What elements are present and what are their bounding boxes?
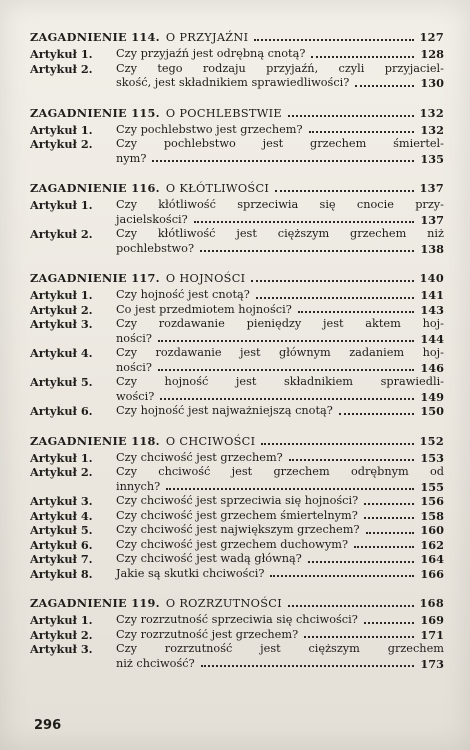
article-title-line: Czy hojność jest składnikiem sprawiedli- — [116, 375, 444, 388]
leader-dots — [261, 443, 413, 445]
article-label: Artykuł 2. — [30, 61, 93, 76]
article-entry — [30, 538, 444, 553]
toc-section — [30, 181, 444, 256]
article-page-number: 169 — [420, 613, 444, 627]
section-label: ZAGADNIENIE 117. — [30, 271, 160, 285]
article-title-line: jacielskości? — [116, 212, 188, 226]
article-label: Artykuł 6. — [30, 404, 93, 418]
article-title-line: Czy chciwość jest grzechem? — [116, 450, 283, 464]
article-page-number: 132 — [420, 122, 444, 137]
leader-dots — [275, 190, 413, 192]
leader-dots — [251, 280, 413, 282]
leader-dots — [298, 311, 415, 313]
leader-dots — [309, 131, 415, 133]
section-heading — [30, 596, 444, 611]
page-number: 296 — [34, 718, 62, 733]
article-page-number: 137 — [420, 212, 444, 227]
leader-dots — [364, 517, 415, 519]
section-heading — [30, 434, 444, 449]
article-entry — [30, 494, 444, 509]
table-of-contents — [30, 30, 444, 686]
article-label: Artykuł 1. — [30, 122, 93, 137]
article-title-line: ności? — [116, 360, 152, 374]
article-entry — [30, 317, 444, 346]
section-title: O PRZYJAŹNI — [165, 31, 249, 44]
article-label: Artykuł 2. — [30, 302, 93, 317]
article-entry — [30, 552, 444, 567]
section-label: ZAGADNIENIE 115. — [30, 105, 160, 120]
article-entry — [30, 346, 444, 375]
article-page-number: 130 — [420, 76, 444, 90]
article-label: Artykuł 5. — [30, 523, 93, 537]
article-title-line: innych? — [116, 479, 161, 493]
section-title: O POCHLEBSTWIE — [165, 106, 282, 120]
article-label: Artykuł 2. — [30, 465, 93, 479]
article-page-number: 162 — [420, 537, 444, 552]
article-title-line: skość, jest składnikiem sprawiedliwości? — [116, 76, 350, 89]
article-entry — [30, 303, 444, 318]
article-title-line: Co jest przedmiotem hojności? — [116, 302, 292, 316]
article-entry — [30, 375, 444, 404]
leader-dots — [355, 85, 414, 87]
article-title-line: Czy tego rodzaju przyjaźń, czyli przyjaciel- — [116, 61, 444, 75]
leader-dots — [288, 605, 414, 607]
article-title-line: Czy kłótliwość jest cięższym grzechem niż — [116, 227, 444, 240]
article-label: Artykuł 3. — [30, 317, 93, 331]
section-label: ZAGADNIENIE 119. — [30, 596, 160, 610]
section-title: O HOJNOŚCI — [165, 272, 246, 285]
leader-dots — [339, 413, 415, 415]
article-label: Artykuł 3. — [30, 642, 93, 656]
leader-dots — [194, 221, 415, 223]
article-title-line: Czy rozdawanie pieniędzy jest aktem hoj- — [116, 317, 444, 330]
leader-dots — [256, 297, 415, 299]
leader-dots — [166, 488, 414, 490]
section-label: ZAGADNIENIE 118. — [30, 433, 160, 448]
section-page-number: 152 — [419, 433, 444, 448]
article-entry — [30, 288, 444, 303]
leader-dots — [254, 39, 413, 41]
article-entry — [30, 567, 444, 582]
leader-dots — [201, 665, 415, 667]
article-title-line: Czy rozrzutność jest cięższym grzechem — [116, 642, 444, 655]
toc-section — [30, 596, 444, 671]
article-entry — [30, 137, 444, 166]
article-label: Artykuł 7. — [30, 552, 93, 566]
article-title-line: Czy chciwość jest sprzeciwia się hojności? — [116, 494, 359, 507]
section-heading — [30, 106, 444, 121]
article-label: Artykuł 1. — [30, 288, 93, 302]
article-title-line: wości? — [116, 389, 155, 403]
article-label: Artykuł 1. — [30, 198, 93, 212]
article-label: Artykuł 1. — [30, 47, 93, 61]
article-page-number: 173 — [420, 656, 444, 671]
section-heading — [30, 30, 444, 45]
article-title-line: niż chciwość? — [116, 656, 195, 670]
section-page-number: 132 — [419, 105, 444, 120]
article-page-number: 138 — [420, 241, 444, 256]
leader-dots — [289, 459, 415, 461]
article-page-number: 141 — [420, 288, 444, 302]
section-title: O KŁÓTLIWOŚCI — [165, 182, 270, 195]
article-page-number: 171 — [420, 627, 444, 642]
article-entry — [30, 198, 444, 227]
article-entry — [30, 62, 444, 91]
toc-section — [30, 106, 444, 167]
toc-section — [30, 434, 444, 582]
article-title-line: ności? — [116, 331, 152, 345]
article-page-number: 156 — [420, 494, 444, 508]
article-label: Artykuł 1. — [30, 613, 93, 627]
article-page-number: 128 — [420, 47, 444, 61]
article-entry — [30, 465, 444, 494]
article-page-number: 144 — [420, 331, 444, 346]
leader-dots — [304, 636, 414, 638]
article-page-number: 153 — [420, 450, 444, 465]
article-page-number: 166 — [420, 566, 444, 581]
article-page-number: 150 — [420, 404, 444, 418]
section-heading — [30, 181, 444, 196]
article-title-line: Czy kłótliwość sprzeciwia się cnocie przy- — [116, 198, 444, 211]
article-title-line: Czy chciwość jest grzechem duchowym? — [116, 537, 349, 551]
article-label: Artykuł 2. — [30, 627, 93, 642]
section-page-number: 140 — [419, 271, 444, 285]
article-title-line: Czy chciwość jest wadą główną? — [116, 552, 302, 565]
article-page-number: 160 — [420, 523, 444, 537]
leader-dots — [160, 398, 414, 400]
article-label: Artykuł 4. — [30, 346, 93, 360]
article-page-number: 143 — [420, 302, 444, 317]
article-label: Artykuł 2. — [30, 137, 93, 151]
article-title-line: Czy hojność jest najważniejszą cnotą? — [116, 404, 333, 417]
article-title-line: Czy przyjaźń jest odrębną cnotą? — [116, 47, 306, 60]
article-page-number: 135 — [420, 151, 444, 166]
leader-dots — [288, 115, 414, 117]
article-label: Artykuł 5. — [30, 375, 93, 389]
article-title-line: Czy rozrzutność sprzeciwia się chciwości? — [116, 613, 358, 626]
article-title-line: Czy chciwość jest grzechem odrębnym od — [116, 465, 444, 478]
leader-dots — [200, 250, 414, 252]
leader-dots — [366, 532, 415, 534]
leader-dots — [311, 56, 414, 58]
article-title-line: Czy rozrzutność jest grzechem? — [116, 627, 299, 641]
article-page-number: 149 — [420, 389, 444, 404]
article-entry — [30, 404, 444, 419]
article-label: Artykuł 6. — [30, 537, 93, 552]
toc-section — [30, 271, 444, 419]
article-entry — [30, 47, 444, 62]
article-page-number: 158 — [420, 508, 444, 523]
article-title-line: Czy rozdawanie jest głównym zadaniem hoj- — [116, 346, 444, 359]
article-entry — [30, 613, 444, 628]
section-page-number: 127 — [419, 30, 444, 44]
leader-dots — [270, 575, 414, 577]
section-heading — [30, 271, 444, 286]
leader-dots — [308, 561, 415, 563]
article-label: Artykuł 8. — [30, 566, 93, 581]
toc-section — [30, 30, 444, 91]
article-page-number: 155 — [420, 479, 444, 494]
article-label: Artykuł 3. — [30, 494, 93, 508]
section-label: ZAGADNIENIE 116. — [30, 181, 160, 195]
article-page-number: 164 — [420, 552, 444, 566]
leader-dots — [158, 340, 415, 342]
article-title-line: Czy pochlebstwo jest grzechem śmiertel- — [116, 137, 444, 150]
article-title-line: Czy hojność jest cnotą? — [116, 288, 250, 301]
article-entry — [30, 451, 444, 466]
section-page-number: 137 — [419, 181, 444, 195]
article-page-number: 146 — [420, 360, 444, 375]
leader-dots — [364, 503, 414, 505]
article-entry — [30, 642, 444, 671]
article-title-line: Jakie są skutki chciwości? — [116, 566, 265, 580]
section-label: ZAGADNIENIE 114. — [30, 30, 160, 44]
article-entry — [30, 509, 444, 524]
article-title-line: Czy pochlebstwo jest grzechem? — [116, 122, 303, 136]
section-title: O CHCIWOŚCI — [165, 434, 256, 448]
leader-dots — [364, 622, 415, 624]
article-title-line: Czy chciwość jest największym grzechem? — [116, 523, 360, 536]
article-entry — [30, 123, 444, 138]
article-label: Artykuł 4. — [30, 508, 93, 523]
article-title-line: pochlebstwo? — [116, 241, 195, 255]
article-entry — [30, 227, 444, 256]
article-label: Artykuł 2. — [30, 227, 93, 241]
article-entry — [30, 523, 444, 538]
leader-dots — [158, 369, 415, 371]
section-title: O ROZRZUTNOŚCI — [165, 597, 282, 610]
article-title-line: nym? — [116, 151, 147, 165]
article-title-line: Czy chciwość jest grzechem śmiertelnym? — [116, 508, 358, 522]
article-label: Artykuł 1. — [30, 450, 93, 465]
article-entry — [30, 628, 444, 643]
section-page-number: 168 — [419, 596, 444, 610]
leader-dots — [152, 160, 414, 162]
leader-dots — [354, 546, 414, 548]
